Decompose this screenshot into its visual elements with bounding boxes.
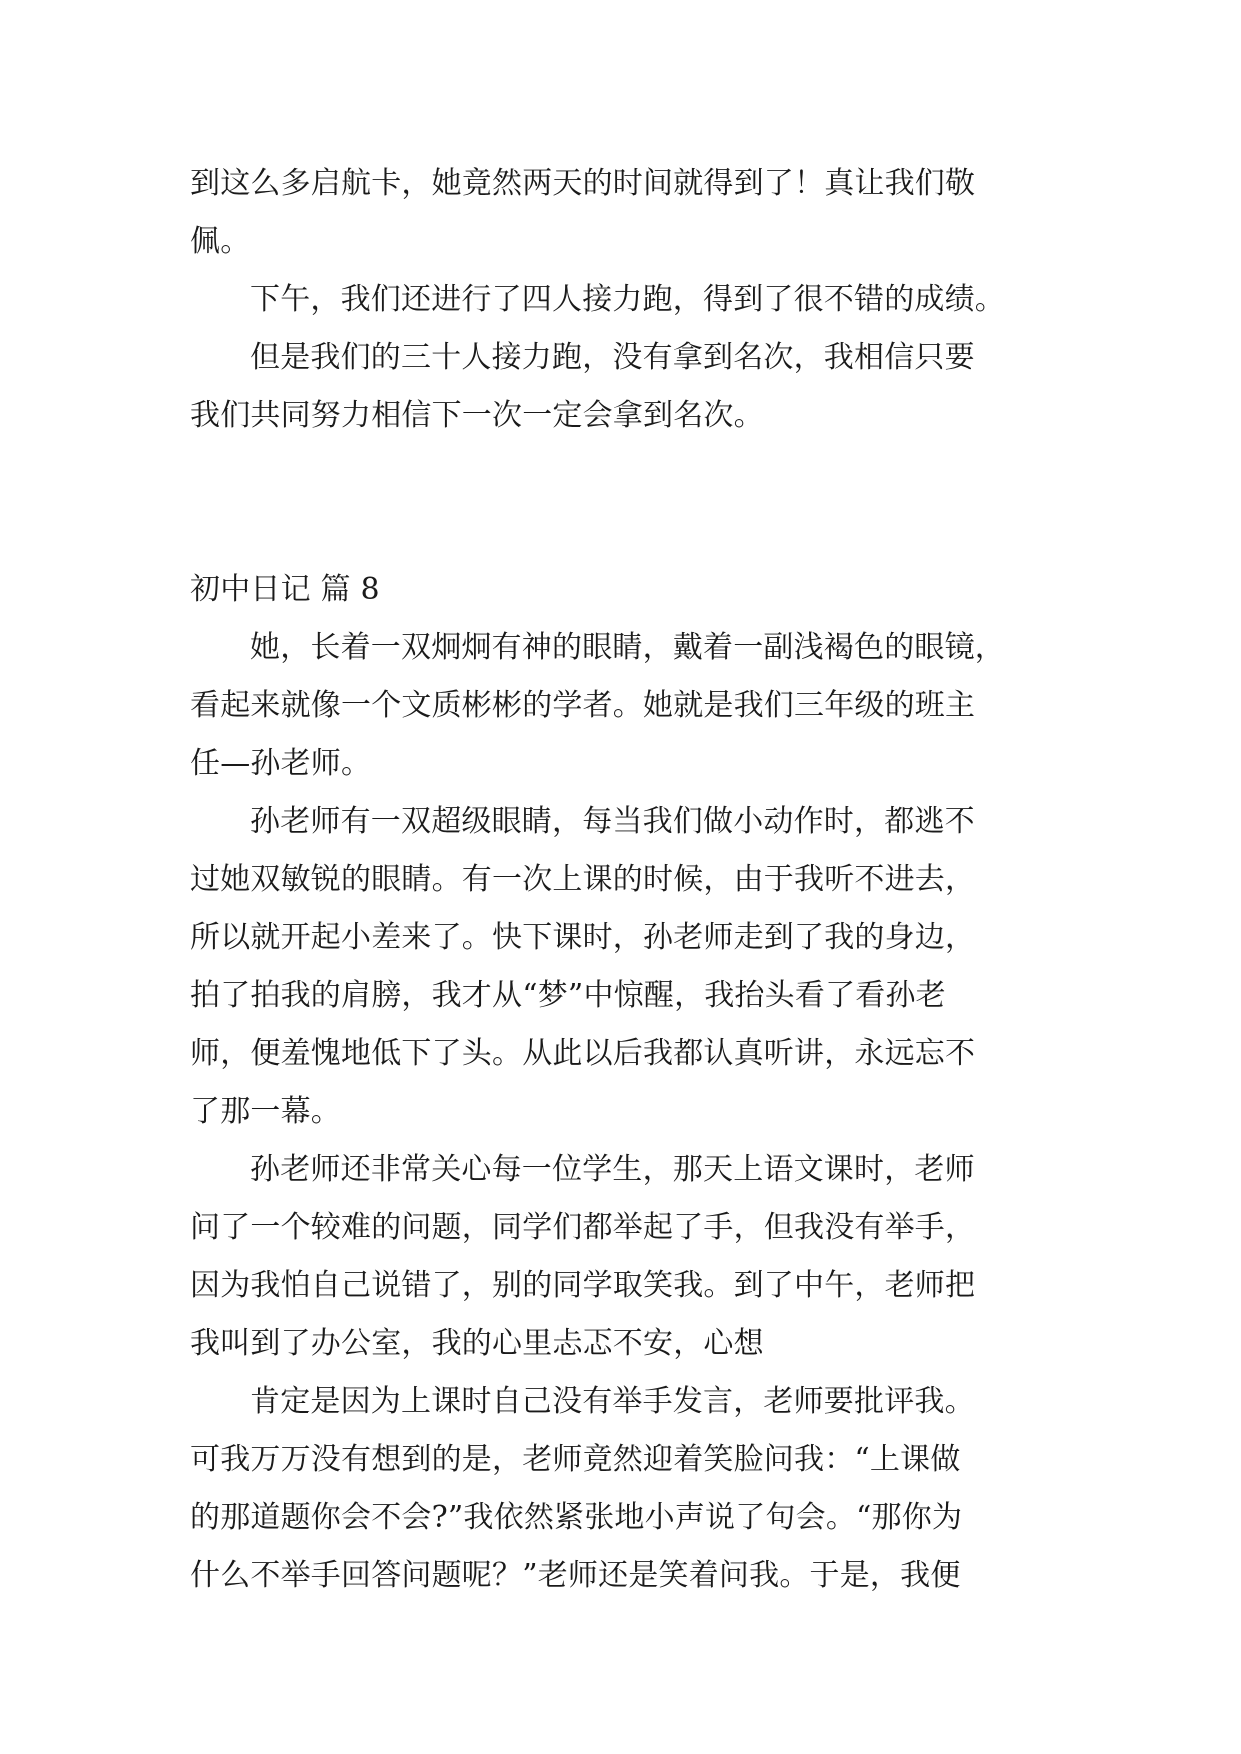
document-body — [190, 155, 1050, 1605]
paragraph-line: 问了一个较难的问题，同学们都举起了手，但我没有举手， — [190, 1210, 976, 1245]
paragraph-line: 佩。 — [190, 224, 251, 259]
paragraph-line: 但是我们的三十人接力跑，没有拿到名次，我相信只要 — [250, 340, 975, 375]
paragraph-line: 我们共同努力相信下一次一定会拿到名次。 — [190, 398, 764, 433]
paragraph-line: 到这么多启航卡，她竟然两天的时间就得到了！真让我们敬 — [190, 166, 976, 201]
paragraph-line: 所以就开起小差来了。快下课时，孙老师走到了我的身边， — [190, 920, 976, 955]
paragraph-line: 师，便羞愧地低下了头。从此以后我都认真听讲，永远忘不 — [190, 1036, 976, 1071]
paragraph-line: 可我万万没有想到的是，老师竟然迎着笑脸问我：“上课做 — [190, 1442, 961, 1477]
section-spacer — [190, 445, 1050, 561]
paragraph-line: 拍了拍我的肩膀，我才从“梦”中惊醒，我抬头看了看孙老 — [190, 978, 946, 1013]
paragraph-line: 过她双敏锐的眼睛。有一次上课的时候，由于我听不进去， — [190, 862, 976, 897]
paragraph-line: 下午，我们还进行了四人接力跑，得到了很不错的成绩。 — [250, 282, 1005, 317]
paragraph-line: 看起来就像一个文质彬彬的学者。她就是我们三年级的班主 — [190, 688, 976, 723]
paragraph-line: 因为我怕自己说错了，别的同学取笑我。到了中午，老师把 — [190, 1268, 976, 1303]
paragraph-line: 我叫到了办公室，我的心里忐忑不安，心想 — [190, 1326, 764, 1361]
paragraph-line: 任—孙老师。 — [190, 746, 372, 781]
paragraph-line: 孙老师有一双超级眼睛，每当我们做小动作时，都逃不 — [250, 804, 975, 839]
paragraph-line: 孙老师还非常关心每一位学生，那天上语文课时，老师 — [250, 1152, 975, 1187]
paragraph-line: 肯定是因为上课时自己没有举手发言，老师要批评我。 — [250, 1384, 975, 1419]
paragraph-line: 的那道题你会不会?”我依然紧张地小声说了句会。“那你为 — [190, 1500, 963, 1535]
paragraph-line: 什么不举手回答问题呢？”老师还是笑着问我。于是，我便 — [190, 1558, 961, 1593]
section-heading: 初中日记 篇 8 — [190, 572, 380, 607]
paragraph-line: 了那一幕。 — [190, 1094, 341, 1129]
paragraph-line: 她，长着一双炯炯有神的眼睛，戴着一副浅褐色的眼镜， — [250, 630, 1005, 665]
